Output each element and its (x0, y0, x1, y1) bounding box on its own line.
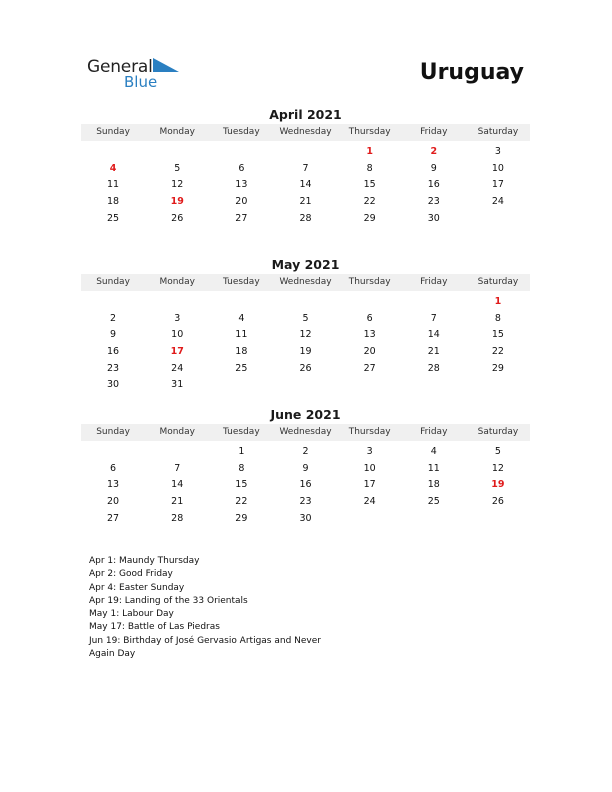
holiday-day-cell: 19 (491, 479, 505, 491)
day-cell: 10 (491, 162, 504, 174)
weekday-label: Sunday (96, 127, 130, 137)
weekday-label: Tuesday (223, 127, 260, 137)
day-cell: 13 (107, 479, 120, 491)
weekday-label: Thursday (348, 277, 391, 287)
day-cell: 6 (366, 312, 373, 324)
day-cell: 30 (427, 212, 440, 224)
weekday-label: Wednesday (279, 427, 332, 437)
holiday-day-cell: 1 (366, 146, 373, 157)
weekday-label: Monday (159, 427, 195, 437)
holiday-day-cell: 17 (170, 346, 184, 358)
country-title: Uruguay (419, 60, 524, 85)
day-grid (81, 294, 530, 394)
day-cell: 26 (491, 496, 504, 508)
holiday-day-cell: 2 (430, 146, 438, 157)
weekday-label: Monday (159, 127, 195, 137)
day-cell: 23 (427, 196, 440, 208)
weekday-label: Saturday (477, 427, 519, 437)
weekday-label: Saturday (477, 127, 519, 137)
day-cell: 8 (366, 162, 373, 174)
day-cell: 25 (235, 362, 248, 374)
calendar-april (81, 106, 530, 227)
day-cell: 6 (238, 162, 245, 174)
day-cell: 7 (430, 312, 437, 324)
month-title: June 2021 (270, 407, 341, 422)
day-cell: 10 (363, 462, 376, 474)
weekday-header (81, 274, 530, 291)
day-cell: 4 (430, 446, 437, 457)
holiday-note: Apr 4: Easter Sunday (89, 582, 185, 593)
day-cell: 26 (171, 212, 184, 224)
day-cell: 14 (427, 329, 440, 341)
day-grid (81, 444, 530, 527)
day-cell: 15 (363, 179, 376, 191)
day-cell: 9 (110, 329, 117, 341)
holiday-note: May 17: Battle of Las Piedras (89, 622, 220, 633)
weekday-label: Tuesday (223, 427, 260, 437)
day-cell: 27 (107, 512, 120, 524)
empty-day-cell (209, 144, 273, 161)
day-cell: 13 (235, 179, 248, 191)
day-cell: 12 (491, 462, 504, 474)
day-cell: 28 (299, 212, 312, 224)
day-cell: 4 (238, 312, 245, 324)
day-cell: 8 (494, 312, 501, 324)
holiday-notes (89, 555, 349, 661)
holiday-day-cell: 4 (109, 162, 117, 174)
day-cell: 5 (302, 312, 309, 324)
weekday-header (81, 124, 530, 141)
brand-logo (87, 57, 187, 93)
day-cell: 22 (235, 496, 248, 508)
day-cell: 23 (107, 362, 120, 374)
day-cell: 7 (302, 162, 309, 174)
day-cell: 13 (363, 329, 376, 341)
day-cell: 5 (494, 446, 501, 457)
day-cell: 26 (299, 362, 312, 374)
empty-day-cell (145, 444, 209, 461)
day-cell: 14 (171, 479, 184, 491)
weekday-label: Friday (420, 277, 448, 287)
day-cell: 3 (494, 146, 501, 157)
empty-day-cell (209, 294, 273, 311)
day-cell: 15 (235, 479, 248, 491)
day-cell: 21 (171, 496, 184, 508)
holiday-day-cell: 1 (494, 296, 502, 307)
weekday-label: Monday (159, 277, 195, 287)
holiday-note: Apr 2: Good Friday (89, 569, 173, 580)
day-cell: 24 (363, 496, 376, 508)
weekday-label: Thursday (348, 427, 391, 437)
day-cell: 31 (171, 379, 184, 391)
empty-day-cell (145, 294, 209, 311)
day-cell: 22 (363, 196, 376, 208)
empty-day-cell (273, 144, 337, 161)
day-cell: 19 (299, 346, 312, 358)
weekday-label: Wednesday (279, 127, 332, 137)
day-cell: 11 (107, 179, 120, 191)
month-title: April 2021 (269, 107, 342, 122)
day-cell: 20 (235, 196, 248, 208)
holiday-day-cell: 19 (170, 196, 184, 208)
day-cell: 21 (299, 196, 312, 208)
day-cell: 11 (427, 462, 440, 474)
day-cell: 10 (171, 329, 184, 341)
empty-day-cell (81, 444, 145, 461)
day-cell: 30 (107, 379, 120, 391)
day-cell: 6 (110, 462, 117, 474)
day-cell: 9 (430, 162, 437, 174)
day-cell: 9 (302, 462, 309, 474)
day-cell: 17 (491, 179, 504, 191)
day-cell: 27 (235, 212, 248, 224)
holiday-note: Apr 1: Maundy Thursday (89, 556, 200, 566)
weekday-header (81, 424, 530, 441)
day-cell: 22 (491, 346, 504, 358)
day-cell: 28 (427, 362, 440, 374)
day-cell: 5 (174, 162, 181, 174)
day-cell: 20 (363, 346, 376, 358)
calendar-may (81, 256, 530, 394)
day-cell: 17 (363, 479, 376, 491)
weekday-label: Sunday (96, 427, 130, 437)
empty-day-cell (81, 144, 145, 161)
weekday-label: Tuesday (223, 277, 260, 287)
weekday-label: Sunday (96, 277, 130, 287)
weekday-label: Wednesday (279, 277, 332, 287)
day-cell: 27 (363, 362, 376, 374)
day-grid (81, 144, 530, 227)
day-cell: 18 (427, 479, 440, 491)
day-cell: 15 (491, 329, 504, 341)
empty-day-cell (145, 144, 209, 161)
day-cell: 2 (302, 446, 309, 457)
day-cell: 24 (171, 362, 184, 374)
weekday-label: Friday (420, 427, 448, 437)
day-cell: 16 (299, 479, 312, 491)
empty-day-cell (338, 294, 402, 311)
day-cell: 12 (171, 179, 184, 191)
holiday-note: May 1: Labour Day (89, 609, 174, 620)
day-cell: 25 (427, 496, 440, 508)
day-cell: 24 (491, 196, 504, 208)
empty-day-cell (402, 294, 466, 311)
empty-day-cell (81, 294, 145, 311)
day-cell: 30 (299, 512, 312, 524)
day-cell: 25 (107, 212, 120, 224)
day-cell: 16 (427, 179, 440, 191)
weekday-label: Friday (420, 127, 448, 137)
day-cell: 28 (171, 512, 184, 524)
day-cell: 29 (235, 512, 248, 524)
day-cell: 8 (238, 462, 245, 474)
day-cell: 20 (107, 496, 120, 508)
day-cell: 12 (299, 329, 312, 341)
weekday-label: Thursday (348, 127, 391, 137)
day-cell: 3 (366, 446, 373, 457)
day-cell: 11 (235, 329, 248, 341)
month-title: May 2021 (271, 257, 340, 272)
day-cell: 18 (235, 346, 248, 358)
logo-text-general: General (87, 57, 153, 77)
holiday-note: Jun 19: Birthday of José Gervasio Artigas and Never Again Day (89, 635, 321, 660)
day-cell: 18 (107, 196, 120, 208)
day-cell: 2 (110, 312, 117, 324)
day-cell: 3 (174, 312, 181, 324)
weekday-label: Saturday (477, 277, 519, 287)
day-cell: 29 (491, 362, 504, 374)
day-cell: 29 (363, 212, 376, 224)
day-cell: 1 (238, 446, 245, 457)
day-cell: 14 (299, 179, 312, 191)
holiday-note: Apr 19: Landing of the 33 Orientals (89, 595, 248, 606)
day-cell: 21 (427, 346, 440, 358)
day-cell: 7 (174, 462, 181, 474)
logo-triangle-icon (153, 58, 179, 74)
calendar-june (81, 406, 530, 527)
logo-text-blue: Blue (124, 73, 158, 91)
day-cell: 16 (107, 346, 120, 358)
empty-day-cell (273, 294, 337, 311)
day-cell: 23 (299, 496, 312, 508)
